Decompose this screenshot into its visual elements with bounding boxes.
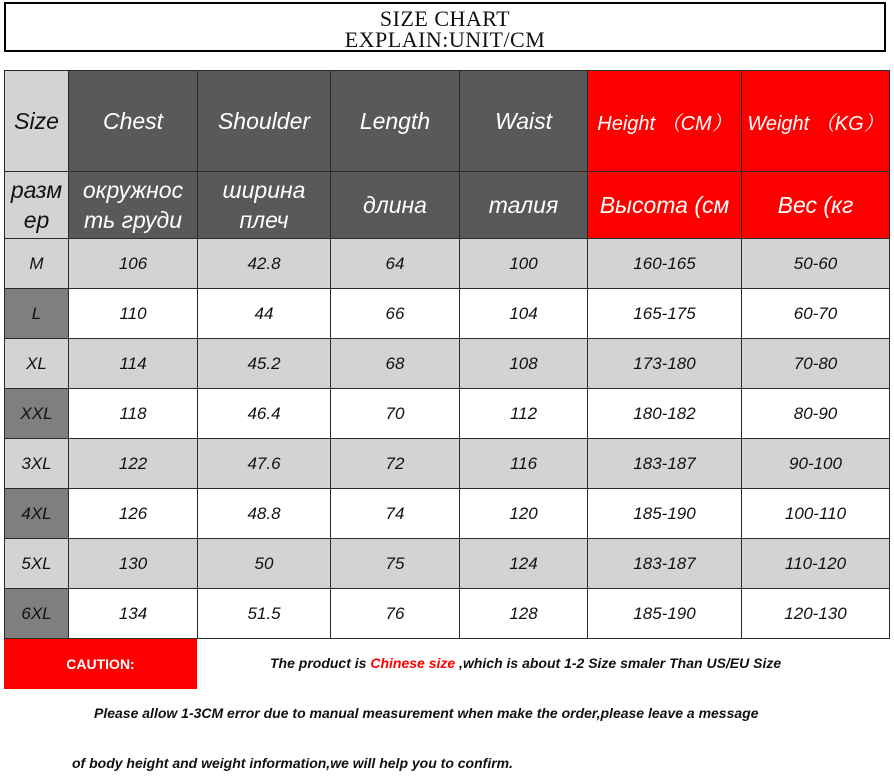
value-cell: 165-175 — [588, 289, 742, 339]
table-row — [5, 289, 890, 339]
header-ru-line: ер — [23, 207, 50, 233]
value-cell: 112 — [460, 389, 588, 439]
value-cell: 75 — [331, 539, 460, 589]
title-line-2: EXPLAIN:UNIT/CM — [344, 27, 546, 52]
caution-text-before: The product is — [270, 655, 371, 671]
size-cell: L — [5, 289, 69, 339]
table-row — [5, 589, 890, 639]
value-cell: 173-180 — [588, 339, 742, 389]
value-cell: 68 — [331, 339, 460, 389]
value-cell: 45.2 — [198, 339, 331, 389]
header-row-en — [5, 71, 890, 172]
header-cell: Weight （KG） — [742, 71, 890, 172]
value-cell: 120 — [460, 489, 588, 539]
header-ru-line: Вес (кг — [777, 192, 854, 218]
table-row — [5, 439, 890, 489]
value-cell: 100 — [460, 239, 588, 289]
header-ru-line: ширина — [222, 177, 306, 203]
header-row-ru — [5, 172, 890, 239]
caution-highlight: Chinese size — [370, 655, 456, 671]
value-cell: 74 — [331, 489, 460, 539]
value-cell: 134 — [69, 589, 198, 639]
value-cell: 110 — [69, 289, 198, 339]
header-cell-ru — [5, 172, 69, 239]
header-cell: Chest — [69, 71, 198, 172]
value-cell: 64 — [331, 239, 460, 289]
header-cell-ru — [331, 172, 460, 239]
value-cell: 126 — [69, 489, 198, 539]
value-cell: 70-80 — [742, 339, 890, 389]
size-cell: 6XL — [5, 589, 69, 639]
value-cell: 70 — [331, 389, 460, 439]
value-cell: 90-100 — [742, 439, 890, 489]
value-cell: 118 — [69, 389, 198, 439]
title-line-1: SIZE CHART — [379, 6, 511, 31]
value-cell: 48.8 — [198, 489, 331, 539]
value-cell: 42.8 — [198, 239, 331, 289]
header-cell: Length — [331, 71, 460, 172]
value-cell: 108 — [460, 339, 588, 389]
value-cell: 50 — [198, 539, 331, 589]
table-row — [5, 339, 890, 389]
header-ru-line: разм — [10, 177, 63, 203]
value-cell: 116 — [460, 439, 588, 489]
header-cell: Size — [5, 71, 69, 172]
header-ru-line: талия — [488, 192, 559, 218]
value-cell: 183-187 — [588, 439, 742, 489]
table-row — [5, 239, 890, 289]
value-cell: 104 — [460, 289, 588, 339]
value-cell: 122 — [69, 439, 198, 489]
value-cell: 60-70 — [742, 289, 890, 339]
header-ru-line: Высота (см — [599, 192, 730, 218]
header-ru-line: окружнос — [82, 177, 184, 203]
value-cell: 47.6 — [198, 439, 331, 489]
header-cell: Height （CM） — [588, 71, 742, 172]
title-box — [4, 2, 886, 52]
size-cell: 5XL — [5, 539, 69, 589]
value-cell: 114 — [69, 339, 198, 389]
header-ru-line: длина — [363, 192, 427, 218]
value-cell: 80-90 — [742, 389, 890, 439]
value-cell: 66 — [331, 289, 460, 339]
value-cell: 183-187 — [588, 539, 742, 589]
size-cell: 3XL — [5, 439, 69, 489]
header-cell-ru — [742, 172, 890, 239]
value-cell: 185-190 — [588, 489, 742, 539]
value-cell: 120-130 — [742, 589, 890, 639]
header-ru-line: ть груди — [83, 207, 183, 233]
note-line-2: of body height and weight information,we will help you to confirm. — [72, 755, 513, 771]
value-cell: 160-165 — [588, 239, 742, 289]
value-cell: 50-60 — [742, 239, 890, 289]
value-cell: 180-182 — [588, 389, 742, 439]
table-row — [5, 389, 890, 439]
caution-text-after: ,which is about 1-2 Size smaler Than US/EU Size — [455, 655, 782, 671]
value-cell: 110-120 — [742, 539, 890, 589]
value-cell: 106 — [69, 239, 198, 289]
note-line-1: Please allow 1-3CM error due to manual measurement when make the order,please leave a message — [94, 705, 759, 721]
size-table — [4, 70, 890, 639]
value-cell: 130 — [69, 539, 198, 589]
caution-label: CAUTION: — [4, 639, 197, 689]
value-cell: 100-110 — [742, 489, 890, 539]
header-cell: Waist — [460, 71, 588, 172]
size-cell: XXL — [5, 389, 69, 439]
header-cell-ru — [69, 172, 198, 239]
value-cell: 46.4 — [198, 389, 331, 439]
size-cell: XL — [5, 339, 69, 389]
value-cell: 128 — [460, 589, 588, 639]
header-cell-ru — [460, 172, 588, 239]
caution-text — [270, 655, 781, 671]
size-cell: 4XL — [5, 489, 69, 539]
header-cell: Shoulder — [198, 71, 331, 172]
value-cell: 76 — [331, 589, 460, 639]
header-cell-ru — [588, 172, 742, 239]
header-ru-line: плеч — [239, 207, 289, 233]
value-cell: 51.5 — [198, 589, 331, 639]
table-row — [5, 489, 890, 539]
value-cell: 185-190 — [588, 589, 742, 639]
table-row — [5, 539, 890, 589]
value-cell: 44 — [198, 289, 331, 339]
header-cell-ru — [198, 172, 331, 239]
size-cell: M — [5, 239, 69, 289]
value-cell: 72 — [331, 439, 460, 489]
value-cell: 124 — [460, 539, 588, 589]
